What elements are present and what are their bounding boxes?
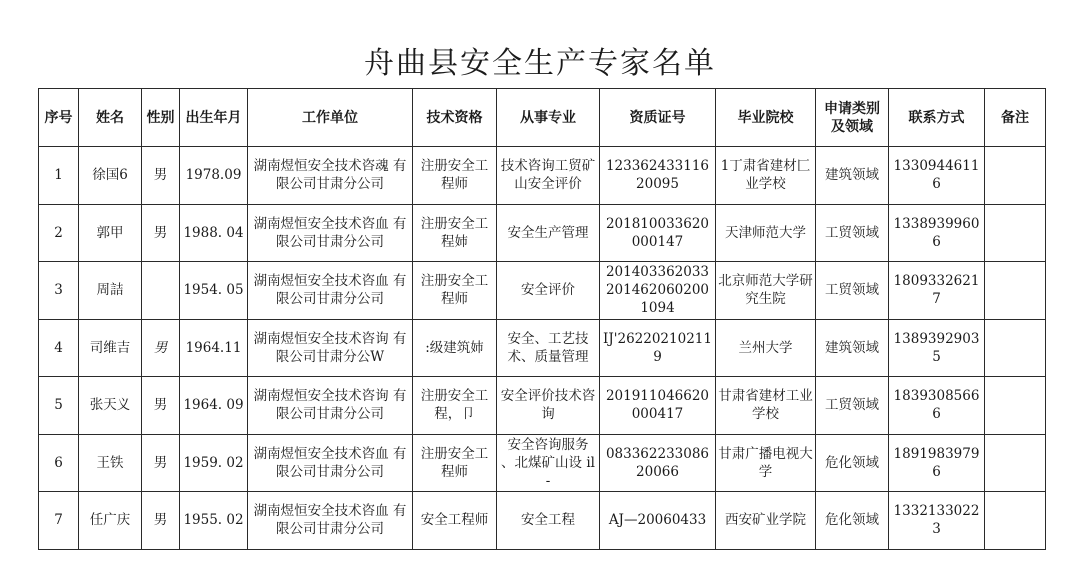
- cell-unit: 湖南煜恒安全技术咨血 有限公司甘肃分公司: [248, 262, 413, 320]
- cell-category: 工贸领域: [816, 377, 889, 435]
- cell-no: 2: [39, 204, 79, 262]
- header-cell-no: 序号: [39, 89, 79, 147]
- cell-school: 甘肃广播电视大学: [716, 434, 816, 492]
- cell-gender: 男: [142, 434, 180, 492]
- cell-gender: 男: [142, 319, 180, 377]
- cell-name: 王铁: [79, 434, 142, 492]
- cell-name: 司维吉: [79, 319, 142, 377]
- cell-name: 张天义: [79, 377, 142, 435]
- cell-cert: 12336243311620095: [600, 147, 716, 205]
- cell-category: 建筑领域: [816, 319, 889, 377]
- header-row: [39, 89, 1046, 147]
- cell-school: 兰州大学: [716, 319, 816, 377]
- cell-school: 北京师范大学研究生院: [716, 262, 816, 320]
- cell-phone: 18093326217: [889, 262, 985, 320]
- cell-qualification: 注册安全工程姉: [413, 204, 497, 262]
- cell-unit: 湖南煜恒安全技术咨魂 有限公司甘肃分公司: [248, 147, 413, 205]
- cell-specialty: 安全评价: [497, 262, 600, 320]
- cell-birth: 1954. 05: [180, 262, 248, 320]
- header-cell-qualification: 技术资格: [413, 89, 497, 147]
- cell-birth: 1964. 09: [180, 377, 248, 435]
- cell-cert: 201911046620000417: [600, 377, 716, 435]
- cell-cert: 2014033620332014620602001094: [600, 262, 716, 320]
- cell-remark: [985, 377, 1046, 435]
- cell-specialty: 安全评价技术咨询: [497, 377, 600, 435]
- cell-cert: AJ—20060433: [600, 492, 716, 550]
- cell-specialty: 技术咨询工贸矿山安全评价: [497, 147, 600, 205]
- table-row: [39, 434, 1046, 492]
- cell-qualification: 注册安全工程，卩: [413, 377, 497, 435]
- header-cell-remark: 备注: [985, 89, 1046, 147]
- header-cell-unit: 工作单位: [248, 89, 413, 147]
- table-row: [39, 319, 1046, 377]
- cell-birth: 1978.09: [180, 147, 248, 205]
- cell-specialty: 安全咨询服务 、北煤矿山设 il-: [497, 434, 600, 492]
- table-row: [39, 147, 1046, 205]
- cell-unit: 湖南煜恒安全技术咨询 有限公司甘肃分公司: [248, 377, 413, 435]
- cell-name: 周詰: [79, 262, 142, 320]
- cell-birth: 1988. 04: [180, 204, 248, 262]
- cell-phone: 18393085666: [889, 377, 985, 435]
- cell-category: 危化领域: [816, 492, 889, 550]
- cell-school: 天津师范大学: [716, 204, 816, 262]
- cell-specialty: 安全工程: [497, 492, 600, 550]
- cell-no: 7: [39, 492, 79, 550]
- cell-remark: [985, 434, 1046, 492]
- cell-qualification: 安全工程师: [413, 492, 497, 550]
- header-cell-specialty: 从事专业: [497, 89, 600, 147]
- cell-remark: [985, 319, 1046, 377]
- cell-no: 4: [39, 319, 79, 377]
- cell-no: 3: [39, 262, 79, 320]
- cell-unit: 湖南煜恒安全技术咨血 有限公司甘肃分公司: [248, 492, 413, 550]
- header-cell-gender: 性别: [142, 89, 180, 147]
- cell-category: 建筑领域: [816, 147, 889, 205]
- cell-birth: 1955. 02: [180, 492, 248, 550]
- header-cell-school: 毕业院校: [716, 89, 816, 147]
- cell-category: 工贸领域: [816, 204, 889, 262]
- table-row: [39, 204, 1046, 262]
- cell-qualification: 注册安全工程师: [413, 262, 497, 320]
- cell-remark: [985, 204, 1046, 262]
- cell-unit: 湖南煜恒安全技术咨血 有限公司甘肃分公司: [248, 204, 413, 262]
- cell-phone: 13321330223: [889, 492, 985, 550]
- cell-remark: [985, 147, 1046, 205]
- cell-school: 甘肃省建材工业学校: [716, 377, 816, 435]
- cell-school: 1丁肃省建材匚业学校: [716, 147, 816, 205]
- cell-cert: 201810033620000147: [600, 204, 716, 262]
- header-cell-category: 申请类别及领域: [816, 89, 889, 147]
- cell-unit: 湖南煜恒安全技术咨询 有限公司甘肃分公W: [248, 319, 413, 377]
- cell-school: 西安矿业学院: [716, 492, 816, 550]
- header-cell-cert: 资质证号: [600, 89, 716, 147]
- cell-specialty: 安全生产管理: [497, 204, 600, 262]
- cell-gender: 男: [142, 377, 180, 435]
- cell-gender: 男: [142, 204, 180, 262]
- cell-cert: IJ'262202102119: [600, 319, 716, 377]
- page-title: 舟曲县安全生产专家名单: [364, 46, 716, 81]
- cell-no: 1: [39, 147, 79, 205]
- cell-qualification: 注册安全工程师: [413, 434, 497, 492]
- cell-phone: 13309446116: [889, 147, 985, 205]
- cell-name: 徐国6: [79, 147, 142, 205]
- cell-specialty: 安全、工艺技术、质量管理: [497, 319, 600, 377]
- cell-birth: 1959. 02: [180, 434, 248, 492]
- cell-category: 危化领域: [816, 434, 889, 492]
- header-cell-birth: 出生年月: [180, 89, 248, 147]
- cell-unit: 湖南煜恒安全技术咨血 有限公司甘肃分公司: [248, 434, 413, 492]
- cell-no: 6: [39, 434, 79, 492]
- table-row: [39, 262, 1046, 320]
- cell-birth: 1964.11: [180, 319, 248, 377]
- cell-gender: 男: [142, 492, 180, 550]
- header-cell-phone: 联系方式: [889, 89, 985, 147]
- cell-name: 任广庆: [79, 492, 142, 550]
- cell-remark: [985, 492, 1046, 550]
- cell-qualification: :级建筑姉: [413, 319, 497, 377]
- cell-qualification: 注册安全工程师: [413, 147, 497, 205]
- cell-gender: 男: [142, 147, 180, 205]
- cell-phone: 13389399606: [889, 204, 985, 262]
- cell-cert: 08336223308620066: [600, 434, 716, 492]
- cell-gender: [142, 262, 180, 320]
- cell-category: 工贸领域: [816, 262, 889, 320]
- cell-remark: [985, 262, 1046, 320]
- table-row: [39, 377, 1046, 435]
- cell-no: 5: [39, 377, 79, 435]
- cell-phone: 13893929035: [889, 319, 985, 377]
- header-cell-name: 姓名: [79, 89, 142, 147]
- table-row: [39, 492, 1046, 550]
- cell-name: 郭甲: [79, 204, 142, 262]
- expert-table: [38, 88, 1046, 550]
- cell-phone: 18919839796: [889, 434, 985, 492]
